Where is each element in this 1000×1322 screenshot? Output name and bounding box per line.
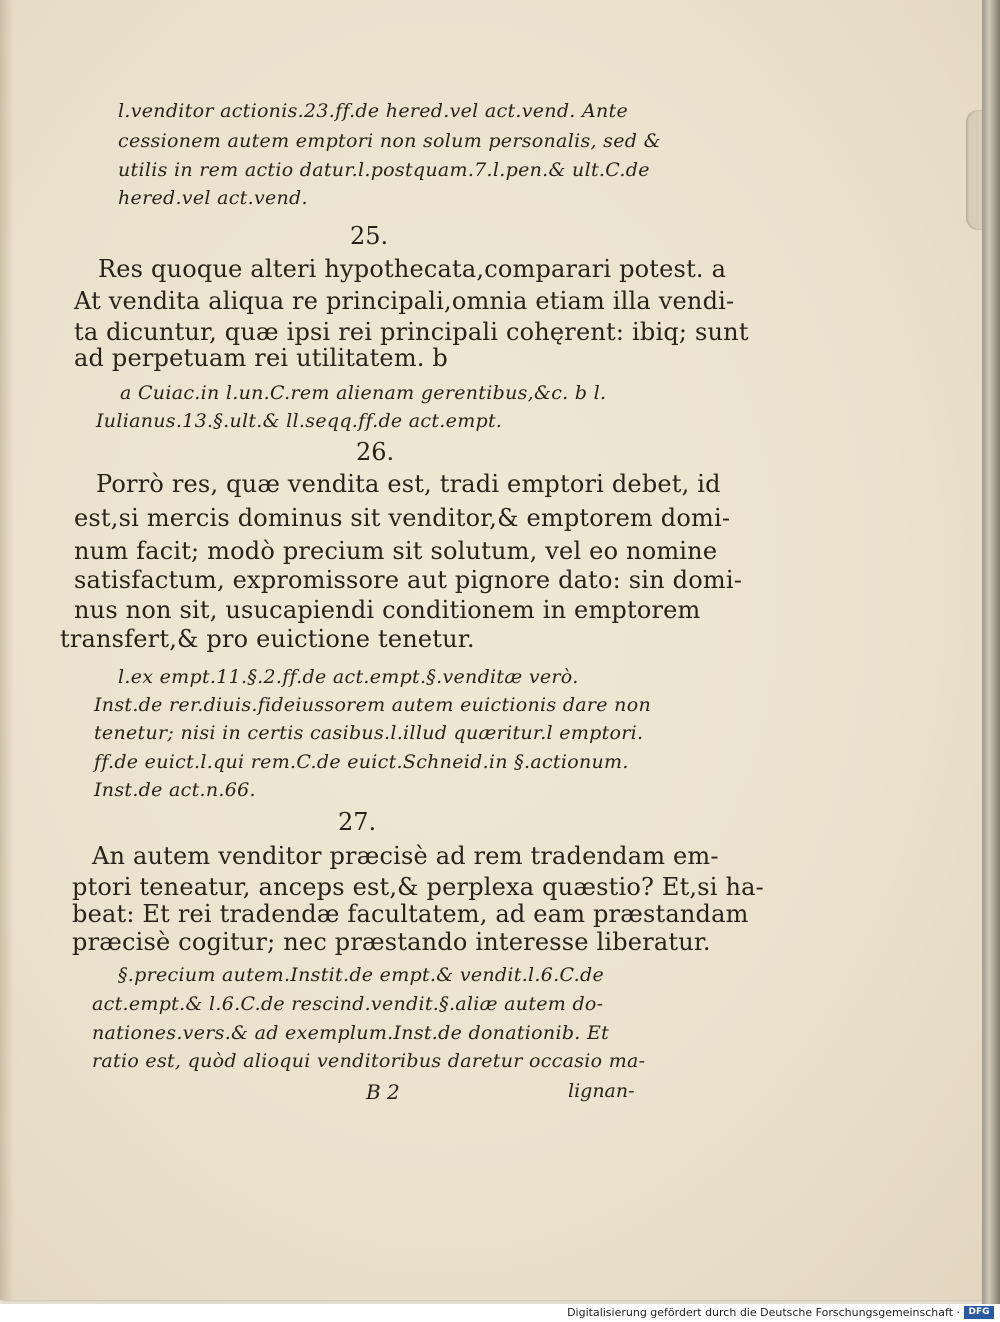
text-line-19: l.ex empt.11.§.2.ff.de act.empt.§.venditæ verò.	[118, 666, 579, 688]
text-line-15: num facit; modò precium sit solutum, vel eo nomine	[74, 537, 718, 565]
text-line-23: Inst.de act.n.66.	[94, 779, 256, 801]
text-line-29: §.precium autem.Instit.de empt.& vendit.l.6.C.de	[118, 964, 604, 986]
digitization-footer	[0, 1304, 1000, 1322]
text-line-14: est,si mercis dominus sit venditor,& emptorem domi-	[74, 504, 731, 532]
text-line-9: ad perpetuam rei utilitatem. b	[74, 344, 448, 372]
section-number-25: 25.	[350, 222, 389, 250]
signature-mark: B 2	[366, 1080, 400, 1104]
text-line-1: l.venditor actionis.23.ff.de hered.vel act.vend. Ante	[118, 100, 629, 122]
text-line-16: satisfactum, expromissore aut pignore dato: sin domi-	[74, 566, 743, 594]
text-line-7: At vendita aliqua re principali,omnia etiam illa vendi-	[74, 287, 735, 315]
section-number-27: 27.	[338, 808, 377, 836]
text-line-22: ff.de euict.l.qui rem.C.de euict.Schneid.in §.actionum.	[94, 751, 629, 773]
text-line-31: nationes.vers.& ad exemplum.Inst.de donationib. Et	[92, 1022, 610, 1044]
text-line-8: ta dicuntur, quæ ipsi rei principali cohęrent: ibiq; sunt	[74, 318, 749, 346]
text-line-2: cessionem autem emptori non solum personalis, sed &	[118, 130, 661, 152]
text-line-30: act.empt.& l.6.C.de rescind.vendit.§.aliæ autem do-	[92, 993, 604, 1015]
text-line-27: beat: Et rei tradendæ facultatem, ad eam præstandam	[72, 900, 749, 928]
text-line-17: nus non sit, usucapiendi conditionem in emptorem	[74, 596, 701, 624]
text-line-3: utilis in rem actio datur.l.postquam.7.l.pen.& ult.C.de	[118, 159, 650, 181]
text-line-32: ratio est, quòd alioqui venditoribus daretur occasio ma-	[92, 1050, 646, 1072]
text-line-21: tenetur; nisi in certis casibus.l.illud quæritur.l emptori.	[94, 722, 644, 744]
text-line-25: An autem venditor præcisè ad rem tradendam em-	[92, 842, 719, 870]
section-number-26: 26.	[356, 438, 395, 466]
text-line-13: Porrò res, quæ vendita est, tradi emptori debet, id	[96, 470, 721, 498]
text-line-26: ptori teneatur, anceps est,& perplexa quæstio? Et,si ha-	[72, 873, 764, 901]
text-line-4: hered.vel act.vend.	[118, 187, 308, 209]
text-line-28: præcisè cogitur; nec præstando interesse liberatur.	[72, 928, 711, 956]
catchword: lignan-	[568, 1080, 635, 1102]
page-edge-stack	[982, 0, 1000, 1304]
text-line-11: Iulianus.13.§.ult.& ll.seqq.ff.de act.empt.	[96, 410, 503, 432]
footer-credit-text: Digitalisierung gefördert durch die Deutsche Forschungsgemeinschaft ·	[567, 1306, 960, 1319]
text-line-20: Inst.de rer.diuis.fideiussorem autem euictionis dare non	[94, 694, 651, 716]
dfg-logo: DFG	[964, 1306, 994, 1319]
text-line-10: a Cuiac.in l.un.C.rem alienam gerentibus,&c. b l.	[120, 382, 607, 404]
text-line-6: Res quoque alteri hypothecata,comparari potest. a	[98, 255, 727, 283]
text-line-18: transfert,& pro euictione tenetur.	[60, 625, 475, 653]
